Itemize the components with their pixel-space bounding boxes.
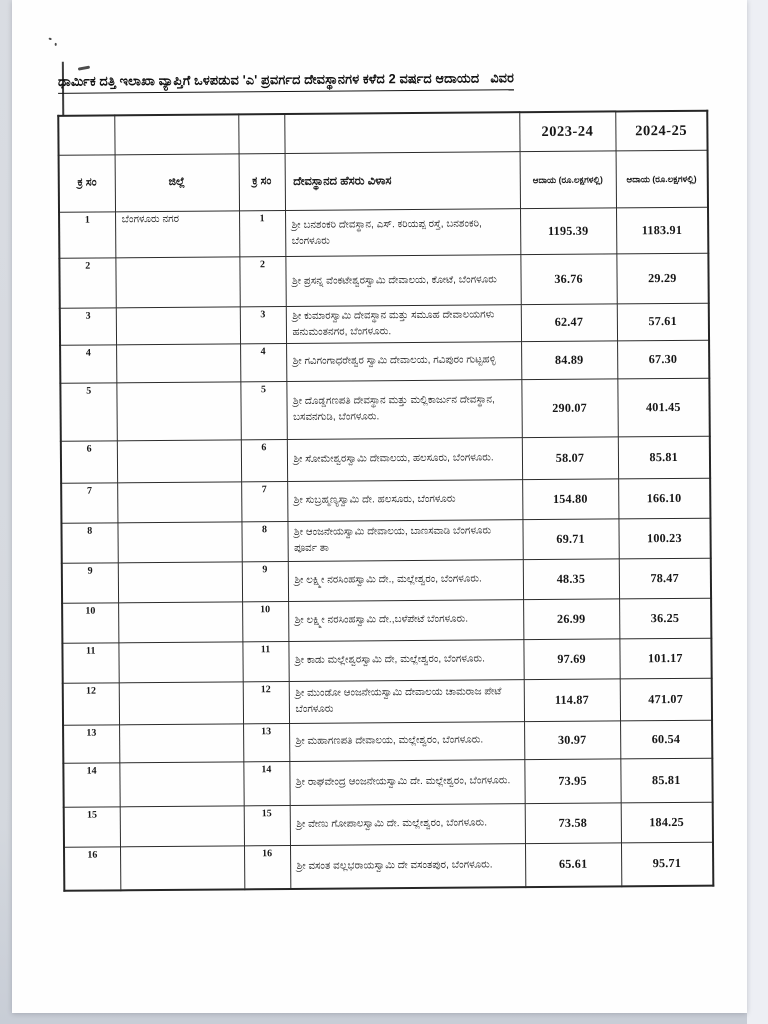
table-row: [64, 842, 713, 891]
cell-district: [117, 440, 241, 483]
cell-income-2024-25: 67.30: [617, 340, 709, 379]
cell-income-2023-24: 65.61: [525, 843, 621, 888]
empty-header-cell: [238, 114, 284, 154]
cell-sl-no: 5: [60, 382, 116, 440]
cell-income-2024-25: 184.25: [621, 802, 713, 843]
cell-sl-no-2: 12: [243, 681, 289, 723]
cell-temple-name: ಶ್ರೀ ವಸಂತ ವಲ್ಲಭರಾಯಸ್ವಾಮಿ ದೇ ವಸಂತಪುರ, ಬೆಂಗಳೂರು.: [290, 843, 525, 889]
cell-district: [116, 307, 240, 345]
cell-income-2023-24: 48.35: [523, 559, 619, 600]
empty-header-cell: [284, 112, 519, 153]
cell-income-2024-25: 166.10: [618, 478, 710, 519]
scan-dash-artifact: [78, 66, 90, 71]
table-row: [63, 678, 712, 725]
cell-district: ಬೆಂಗಳೂರು ನಗರ: [115, 211, 239, 258]
cell-temple-name: ಶ್ರೀ ಲಕ್ಷ್ಮೀ ನರಸಿಂಹಸ್ವಾಮಿ ದೇ., ಮಲ್ಲೇಶ್ವರಂ, ಬೆಂಗಳೂರು.: [288, 559, 523, 601]
cell-income-2024-25: 101.17: [619, 638, 711, 679]
table-row: [62, 598, 711, 643]
cell-income-2023-24: 154.80: [522, 479, 618, 520]
document-header: [58, 68, 706, 94]
cell-temple-name: ಶ್ರೀ ಮುಂಡೋ ಆಂಜನೇಯಸ್ವಾಮಿ ದೇವಾಲಯ ಚಾಮರಾಜ ಪೇಟೆ ಬೆಂಗಳೂರು: [289, 679, 524, 723]
cell-income-2024-25: 100.23: [618, 518, 710, 559]
cell-sl-no: 1: [59, 212, 115, 258]
cell-income-2023-24: 26.99: [523, 599, 619, 640]
cell-income-2023-24: 69.71: [522, 519, 618, 560]
table-body: [59, 207, 713, 891]
cell-sl-no-2: 11: [242, 641, 288, 681]
cell-temple-name: ಶ್ರೀ ಬನಶಂಕರಿ ದೇವಸ್ಥಾನ, ಎಸ್. ಕರಿಯಪ್ಪ ರಸ್ತೆ, ಬನಶಂಕರಿ, ಬೆಂಗಳೂರು: [285, 209, 520, 257]
cell-income-2023-24: 30.97: [524, 721, 620, 760]
sl-no2-header: ಕ್ರ ಸಂ: [239, 154, 285, 211]
cell-temple-name: ಶ್ರೀ ಆಂಜನೇಯಸ್ವಾಮಿ ದೇವಾಲಯ, ಬಾಣಸವಾಡಿ ಬೆಂಗಳೂರು ಪೂರ್ವ ತಾ: [287, 519, 522, 561]
cell-sl-no-2: 9: [242, 561, 288, 601]
cell-income-2024-25: 85.81: [618, 436, 710, 479]
cell-temple-name: ಶ್ರೀ ಪ್ರಸನ್ನ ವೆಂಕಟೇಶ್ವರಸ್ವಾಮಿ ದೇವಾಲಯ, ಕೋಟೆ, ಬೆಂಗಳೂರು: [285, 255, 520, 307]
cell-sl-no-2: 15: [244, 805, 290, 845]
year-header-row: [58, 111, 707, 156]
cell-temple-name: ಶ್ರೀ ಸೋಮೇಶ್ವರಸ್ವಾಮಿ ದೇವಾಲಯ, ಹಲಸೂರು, ಬೆಂಗಳೂರು.: [287, 437, 522, 481]
cell-sl-no-2: 5: [240, 381, 286, 439]
year-2023-24-header: 2023-24: [519, 111, 615, 151]
cell-district: [116, 344, 240, 383]
cell-temple-name: ಶ್ರೀ ಕುಮಾರಸ್ವಾಮಿ ದೇವಸ್ಥಾನ ಮತ್ತು ಸಮೂಹ ದೇವಾಲಯಗಳು ಹನುಮಂತನಗರ, ಬೆಂಗಳೂರು.: [286, 305, 521, 343]
cell-income-2023-24: 62.47: [521, 304, 617, 341]
cell-district: [115, 257, 239, 308]
cell-income-2024-25: 471.07: [620, 678, 712, 721]
cell-district: [117, 522, 241, 563]
temple-name-header: ದೇವಸ್ಥಾನದ ಹೆಸರು ವಿಳಾಸ: [285, 152, 520, 211]
table-row: [61, 436, 710, 483]
table-row: [60, 378, 709, 441]
cell-income-2023-24: 36.76: [520, 254, 616, 305]
table-row: [62, 638, 711, 683]
cell-temple-name: ಶ್ರೀ ರಾಘವೇಂದ್ರ ಆಂಜನೇಯಸ್ವಾಮಿ ದೇ. ಮಲ್ಲೇಶ್ವರಂ, ಬೆಂಗಳೂರು.: [289, 759, 524, 805]
cell-sl-no: 2: [59, 258, 115, 308]
sl-no-header: ಕ್ರ ಸಂ: [59, 155, 115, 212]
cell-income-2023-24: 114.87: [524, 679, 620, 722]
cell-sl-no-2: 14: [243, 761, 289, 805]
cell-temple-name: ಶ್ರೀ ಲಕ್ಷ್ಮೀ ನರಸಿಂಹಸ್ವಾಮಿ ದೇ.,ಬಳೆಪೇಟೆ ಬೆಂಗಳೂರು.: [288, 599, 523, 641]
cell-sl-no: 15: [64, 806, 120, 846]
empty-header-cell: [114, 114, 238, 154]
cell-income-2023-24: 58.07: [522, 437, 618, 480]
cell-sl-no-2: 10: [242, 601, 288, 641]
cell-temple-name: ಶ್ರೀ ವೇಣು ಗೋಪಾಲಸ್ವಾಮಿ ದೇ. ಮಲ್ಲೇಶ್ವರಂ, ಬೆಂಗಳೂರು.: [290, 803, 525, 845]
table-row: [61, 478, 710, 523]
cell-sl-no: 16: [64, 846, 120, 890]
income-table: [57, 110, 714, 892]
district-header: ಜಿಲ್ಲೆ: [115, 154, 239, 212]
cell-income-2024-25: 60.54: [620, 720, 712, 759]
year-2024-25-header: 2024-25: [615, 111, 707, 151]
page-content: [11, 0, 754, 1016]
cell-sl-no: 9: [62, 562, 118, 602]
cell-district: [116, 382, 240, 441]
cell-district: [119, 762, 243, 807]
table-header: [58, 111, 708, 213]
income-2024-25-header: ಆದಾಯ (ರೂ.ಲಕ್ಷಗಳಲ್ಲಿ): [616, 150, 708, 208]
cell-temple-name: ಶ್ರೀ ಗವಿಗಂಗಾಧರೇಶ್ವರ ಸ್ವಾಮಿ ದೇವಾಲಯ, ಗವಿಪುರಂ ಗುಟ್ಟಹಳ್ಳಿ: [286, 341, 521, 381]
cell-income-2023-24: 290.07: [521, 379, 617, 438]
table-row: [59, 207, 708, 258]
cell-district: [117, 482, 241, 523]
cell-sl-no-2: 8: [241, 521, 287, 561]
table-row: [64, 802, 713, 847]
table-row: [60, 303, 709, 345]
cell-sl-no: 3: [60, 308, 116, 345]
income-2023-24-header: ಆದಾಯ (ರೂ.ಲಕ್ಷಗಳಲ್ಲಿ): [520, 151, 616, 209]
scan-speck-artifact: [48, 37, 51, 40]
cell-sl-no-2: 4: [240, 343, 286, 381]
cell-sl-no: 11: [62, 642, 118, 682]
cell-sl-no-2: 13: [243, 723, 289, 761]
table-row: [61, 518, 710, 563]
cell-district: [118, 562, 242, 603]
cell-district: [120, 806, 244, 847]
cell-district: [119, 724, 243, 763]
cell-sl-no: 4: [60, 344, 116, 382]
cell-income-2024-25: 57.61: [617, 303, 709, 340]
document-title: ಧಾರ್ಮಿಕ ದತ್ತಿ ಇಲಾಖಾ ವ್ಯಾಪ್ತಿಗೆ ಒಳಪಡುವ 'ಎ' ಪ್ರವರ್ಗದ ದೇವಸ್ಥಾನಗಳ ಕಳೆದ 2 ವರ್ಷದ ಆದಾಯದ ವಿವರ: [58, 69, 514, 93]
scan-speck-artifact: [55, 43, 57, 46]
empty-header-cell: [58, 115, 114, 155]
column-header-row: [59, 150, 708, 212]
cell-income-2024-25: 36.25: [619, 598, 711, 639]
cell-district: [120, 846, 244, 891]
scanned-paper: [12, 0, 747, 1013]
cell-sl-no-2: 16: [244, 845, 290, 889]
cell-sl-no: 12: [63, 682, 119, 724]
table-row: [60, 340, 709, 383]
cell-income-2023-24: 73.95: [524, 759, 620, 804]
cell-district: [118, 642, 242, 683]
cell-temple-name: ಶ್ರೀ ಸುಬ್ರಹ್ಮಣ್ಯಸ್ವಾಮಿ ದೇ. ಹಲಸೂರು, ಬೆಂಗಳೂರು: [287, 479, 522, 521]
table-row: [62, 558, 711, 603]
cell-temple-name: ಶ್ರೀ ಕಾಡು ಮಲ್ಲೇಶ್ವರಸ್ವಾಮಿ ದೇ, ಮಲ್ಲೇಶ್ವರಂ, ಬೆಂಗಳೂರು.: [288, 639, 523, 681]
table-row: [59, 253, 708, 308]
cell-district: [119, 682, 243, 725]
cell-sl-no-2: 1: [239, 211, 285, 257]
cell-temple-name: ಶ್ರೀ ದೊಡ್ಡಗಣಪತಿ ದೇವಸ್ಥಾನ ಮತ್ತು ಮಲ್ಲಿಕಾರ್ಜುನ ದೇವಸ್ಥಾನ, ಬಸವನಗುಡಿ, ಬೆಂಗಳೂರು.: [286, 379, 521, 439]
cell-income-2023-24: 73.58: [525, 803, 621, 844]
cell-income-2023-24: 1195.39: [520, 208, 616, 255]
cell-income-2024-25: 95.71: [621, 842, 713, 887]
cell-income-2023-24: 84.89: [521, 341, 617, 380]
cell-income-2024-25: 85.81: [620, 758, 712, 803]
cell-sl-no: 8: [61, 522, 117, 562]
cell-sl-no: 6: [61, 440, 117, 482]
cell-sl-no: 13: [63, 724, 119, 762]
cell-sl-no-2: 6: [241, 439, 287, 481]
cell-income-2024-25: 78.47: [619, 558, 711, 599]
cell-sl-no-2: 7: [241, 481, 287, 521]
cell-temple-name: ಶ್ರೀ ಮಹಾಗಣಪತಿ ದೇವಾಲಯ, ಮಲ್ಲೇಶ್ವರಂ, ಬೆಂಗಳೂರು.: [289, 721, 524, 761]
cell-income-2024-25: 401.45: [617, 378, 709, 437]
cell-sl-no-2: 3: [240, 307, 286, 344]
cell-income-2024-25: 29.29: [616, 253, 708, 304]
cell-sl-no: 10: [62, 602, 118, 642]
table-row: [63, 720, 712, 763]
cell-sl-no: 14: [63, 762, 119, 806]
cell-sl-no-2: 2: [239, 257, 285, 307]
cell-income-2024-25: 1183.91: [616, 207, 708, 254]
cell-sl-no: 7: [61, 482, 117, 522]
cell-district: [118, 602, 242, 643]
table-row: [63, 758, 712, 807]
cell-income-2023-24: 97.69: [523, 639, 619, 680]
